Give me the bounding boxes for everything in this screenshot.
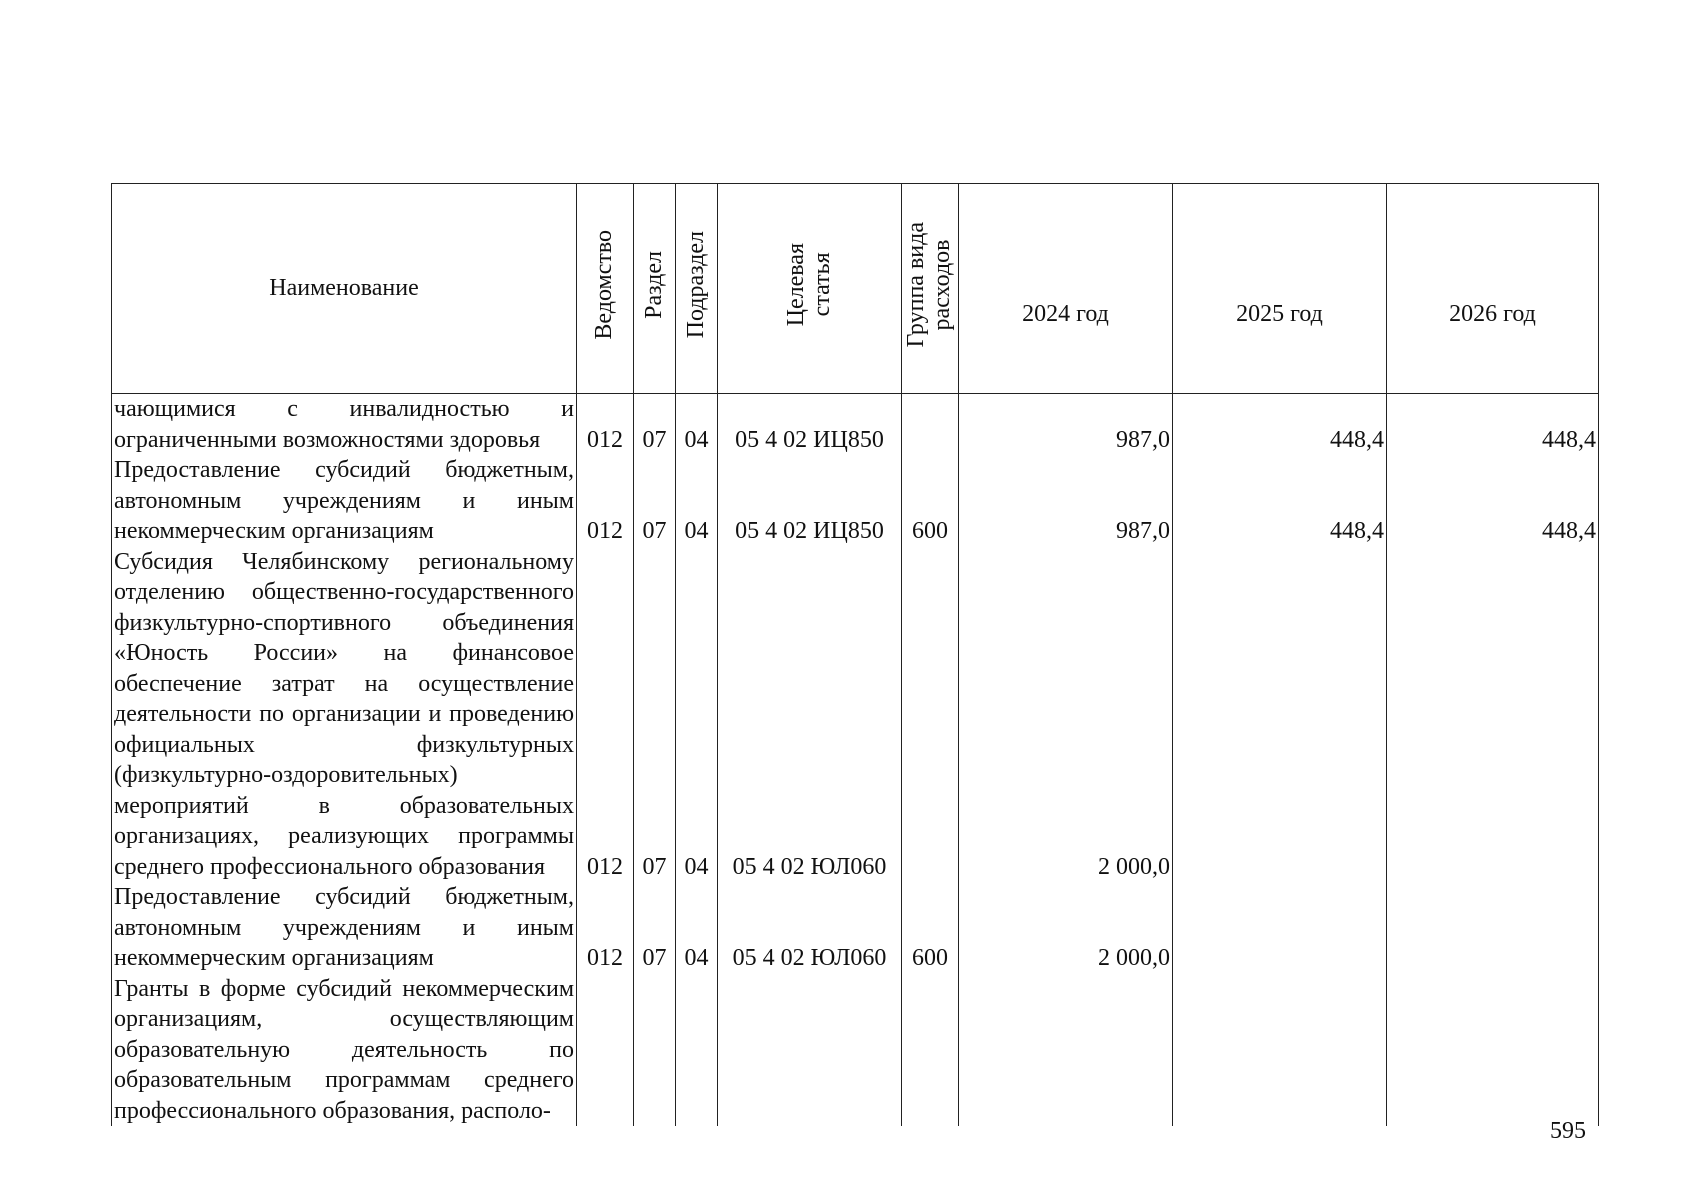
header-department [577, 184, 634, 394]
row-target-article: 05 4 02 ЮЛ060 [718, 882, 902, 974]
header-expense-group [902, 184, 959, 394]
table-row [112, 547, 1599, 883]
row-department: 012 [577, 882, 634, 974]
header-section [634, 184, 676, 394]
budget-table [111, 183, 1599, 1126]
row-expense-group [902, 394, 959, 456]
header-target-article-text [784, 243, 836, 326]
header-expense-group-text [904, 222, 956, 347]
row-subsection [676, 974, 718, 1127]
row-expense-group: 600 [902, 882, 959, 974]
row-subsection: 04 [676, 882, 718, 974]
row-amount-2025: 448,4 [1173, 455, 1387, 547]
header-section-text: Раздел [640, 251, 667, 319]
table-header-row [112, 184, 1599, 394]
row-amount-2025 [1173, 547, 1387, 883]
header-expense-group-line1: Группа вида [903, 222, 930, 348]
header-target-article-line1: Целевая [782, 243, 809, 327]
row-amount-2025: 448,4 [1173, 394, 1387, 456]
row-section [634, 974, 676, 1127]
table-row [112, 882, 1599, 974]
header-expense-group-line2: расходов [929, 239, 955, 331]
row-expense-group: 600 [902, 455, 959, 547]
header-year-2026-text: 2026 год [1449, 301, 1536, 327]
row-target-article [718, 974, 902, 1127]
row-section: 07 [634, 455, 676, 547]
row-amount-2026 [1387, 882, 1599, 974]
row-subsection: 04 [676, 394, 718, 456]
row-target-article: 05 4 02 ИЦ850 [718, 394, 902, 456]
row-department [577, 974, 634, 1127]
header-year-2025 [1173, 184, 1387, 394]
row-amount-2024: 2 000,0 [959, 882, 1173, 974]
row-amount-2024: 2 000,0 [959, 547, 1173, 883]
row-amount-2025 [1173, 974, 1387, 1127]
header-department-text: Ведомство [591, 230, 618, 340]
table-row [112, 394, 1599, 456]
row-name: Предоставление субсидий бюджетным, автономным учреждениям и иным некоммерческим организациям [112, 882, 577, 974]
row-amount-2026: 448,4 [1387, 394, 1599, 456]
row-department: 012 [577, 455, 634, 547]
page-number: 595 [1550, 1118, 1586, 1144]
header-subsection-text: Подраздел [682, 231, 709, 339]
header-target-article [718, 184, 902, 394]
row-section: 07 [634, 394, 676, 456]
row-name: Субсидия Челябинскому региональному отделению общественно-государственного физкультурно-спортивного объединения «Юность России» на финансовое обеспечение затрат на осуществление деятельности по организации и проведению официальных физкультурных (физкультурно-оздоровительных) мероприятий в образовательных организациях, реализующих программы среднего профессионального образования [112, 547, 577, 883]
header-name-text: Наименование [269, 275, 419, 301]
row-amount-2026 [1387, 974, 1599, 1127]
row-amount-2024 [959, 974, 1173, 1127]
row-amount-2024: 987,0 [959, 394, 1173, 456]
row-name: Предоставление субсидий бюджетным, автономным учреждениям и иным некоммерческим организациям [112, 455, 577, 547]
row-subsection: 04 [676, 455, 718, 547]
row-department: 012 [577, 547, 634, 883]
header-year-2025-text: 2025 год [1236, 301, 1323, 327]
row-subsection: 04 [676, 547, 718, 883]
table-row [112, 455, 1599, 547]
row-expense-group [902, 547, 959, 883]
row-amount-2024: 987,0 [959, 455, 1173, 547]
row-section: 07 [634, 547, 676, 883]
row-expense-group [902, 974, 959, 1127]
row-amount-2026 [1387, 547, 1599, 883]
header-target-article-line2: статья [808, 253, 835, 317]
header-year-2024-text: 2024 год [1022, 301, 1109, 327]
row-amount-2025 [1173, 882, 1387, 974]
row-name: чающимися с инвалидностью и ограниченными возможностями здоровья [112, 394, 577, 456]
header-subsection [676, 184, 718, 394]
table-row [112, 974, 1599, 1127]
row-name: Гранты в форме субсидий некоммерческим организациям, осуществляющим образовательную деятельность по образовательным программам среднего профессионального образования, располо- [112, 974, 577, 1127]
row-target-article: 05 4 02 ЮЛ060 [718, 547, 902, 883]
header-year-2024 [959, 184, 1173, 394]
row-target-article: 05 4 02 ИЦ850 [718, 455, 902, 547]
header-name [112, 184, 577, 394]
row-section: 07 [634, 882, 676, 974]
row-department: 012 [577, 394, 634, 456]
row-amount-2026: 448,4 [1387, 455, 1599, 547]
header-year-2026 [1387, 184, 1599, 394]
